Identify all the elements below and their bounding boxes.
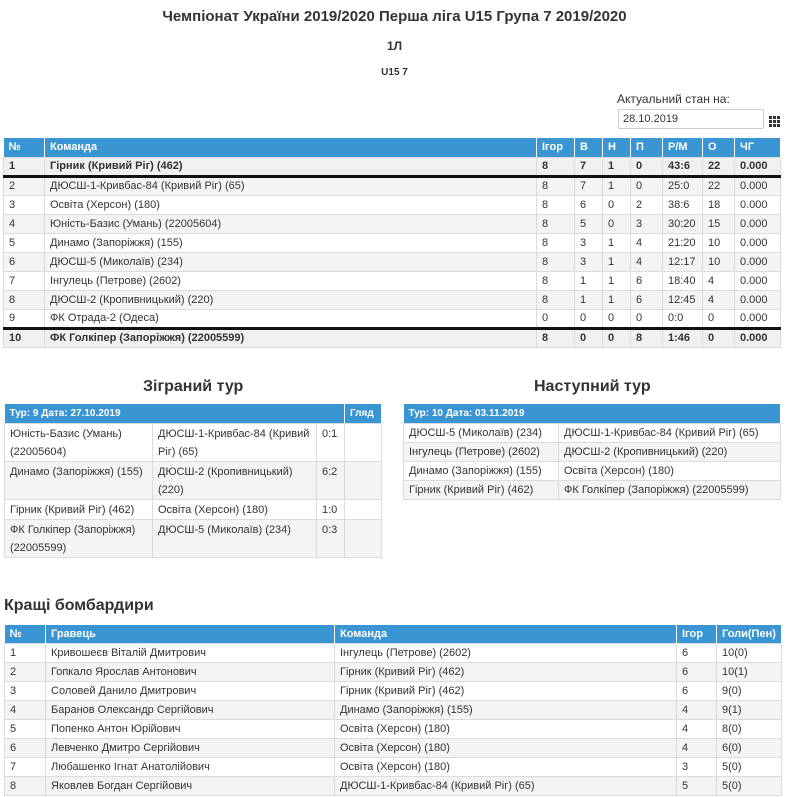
home-team-cell: Юність-Базис (Умань) (22005604): [5, 423, 153, 461]
spectators-cell: [345, 461, 382, 499]
team-name-cell: Гірник (Кривий Ріг) (462): [335, 662, 677, 681]
rank-cell: 5: [5, 719, 46, 738]
standings-cell: 9: [4, 309, 45, 328]
standings-cell: 0.000: [735, 176, 781, 195]
standings-cell: 4: [631, 252, 663, 271]
standings-cell: 0: [575, 309, 603, 328]
scorers-table: [4, 625, 782, 796]
rank-cell: 2: [5, 662, 46, 681]
away-team-cell: ДЮСШ-2 (Кропивницький) (220): [153, 461, 317, 499]
standings-cell: 3: [575, 233, 603, 252]
away-team-cell: ДЮСШ-1-Кривбас-84 (Кривий Ріг) (65): [559, 423, 781, 442]
age-group-label: U15 7: [381, 67, 408, 78]
standings-column-header: О: [703, 138, 735, 157]
home-team-cell: Гірник (Кривий Ріг) (462): [404, 480, 559, 499]
standings-cell: 6: [4, 252, 45, 271]
player-name-cell: Попенко Антон Юрійович: [46, 719, 335, 738]
rank-cell: 3: [5, 681, 46, 700]
standings-cell: 8: [537, 290, 575, 309]
standings-cell: 1: [603, 290, 631, 309]
played-round-header: Тур: 9 Дата: 27.10.2019: [5, 404, 345, 423]
standings-row: [4, 195, 781, 214]
standings-cell: 12:45: [663, 290, 703, 309]
scorers-title: Кращі бомбардири: [4, 597, 154, 614]
team-name-cell: Гірник (Кривий Ріг) (462): [45, 157, 537, 176]
standings-cell: 7: [575, 176, 603, 195]
standings-cell: 0.000: [735, 195, 781, 214]
games-cell: 4: [677, 719, 717, 738]
goals-cell: 10(1): [717, 662, 782, 681]
standings-cell: 10: [703, 233, 735, 252]
standings-row: [4, 328, 781, 347]
standings-column-header: ЧГ: [735, 138, 781, 157]
games-cell: 4: [677, 700, 717, 719]
games-cell: 6: [677, 681, 717, 700]
standings-cell: 0.000: [735, 271, 781, 290]
standings-cell: 8: [537, 214, 575, 233]
standings-cell: 18: [703, 195, 735, 214]
goals-cell: 6(0): [717, 738, 782, 757]
home-team-cell: Інгулець (Петрове) (2602): [404, 442, 559, 461]
score-cell: 1:0: [317, 499, 345, 519]
standings-cell: 8: [4, 290, 45, 309]
standings-cell: 8: [537, 195, 575, 214]
team-name-cell: ДЮСШ-1-Кривбас-84 (Кривий Ріг) (65): [45, 176, 537, 195]
standings-cell: 1: [4, 157, 45, 176]
player-name-cell: Соловей Данило Дмитрович: [46, 681, 335, 700]
standings-cell: 4: [703, 290, 735, 309]
standings-cell: 0: [631, 176, 663, 195]
standings-cell: 1: [575, 271, 603, 290]
team-name-cell: Юність-Базис (Умань) (22005604): [45, 214, 537, 233]
standings-cell: 1:46: [663, 328, 703, 347]
scorers-column-header: №: [5, 625, 46, 643]
scorers-column-header: Команда: [335, 625, 677, 643]
standings-column-header: Р/М: [663, 138, 703, 157]
standings-column-header: П: [631, 138, 663, 157]
standings-cell: 10: [703, 252, 735, 271]
standings-column-header: В: [575, 138, 603, 157]
standings-cell: 4: [4, 214, 45, 233]
standings-cell: 43:6: [663, 157, 703, 176]
played-round-title: Зіграний тур: [143, 378, 244, 395]
standings-cell: 15: [703, 214, 735, 233]
score-cell: 0:1: [317, 423, 345, 461]
standings-cell: 5: [575, 214, 603, 233]
standings-cell: 3: [575, 252, 603, 271]
standings-cell: 0.000: [735, 252, 781, 271]
standings-cell: 2: [631, 195, 663, 214]
standings-cell: 22: [703, 157, 735, 176]
team-name-cell: Освіта (Херсон) (180): [335, 757, 677, 776]
games-cell: 4: [677, 738, 717, 757]
team-name-cell: Інгулець (Петрове) (2602): [45, 271, 537, 290]
standings-cell: 0.000: [735, 233, 781, 252]
standings-cell: 1: [603, 233, 631, 252]
scorer-row: [5, 776, 782, 795]
standings-cell: 12:17: [663, 252, 703, 271]
played-watch-header: Гляд: [345, 404, 382, 423]
goals-cell: 9(0): [717, 681, 782, 700]
standings-cell: 4: [631, 233, 663, 252]
standings-cell: 7: [4, 271, 45, 290]
standings-cell: 22: [703, 176, 735, 195]
state-date-label: Актуальний стан на:: [617, 92, 730, 106]
standings-header-row: [4, 138, 781, 157]
scorer-row: [5, 662, 782, 681]
spectators-cell: [345, 519, 382, 557]
away-team-cell: ФК Голкіпер (Запоріжжя) (22005599): [559, 480, 781, 499]
standings-cell: 6: [631, 290, 663, 309]
rank-cell: 4: [5, 700, 46, 719]
scorer-row: [5, 719, 782, 738]
standings-cell: 1: [603, 252, 631, 271]
standings-cell: 1: [603, 176, 631, 195]
team-name-cell: Динамо (Запоріжжя) (155): [45, 233, 537, 252]
scorer-row: [5, 757, 782, 776]
standings-row: [4, 233, 781, 252]
away-team-cell: ДЮСШ-2 (Кропивницький) (220): [559, 442, 781, 461]
league-label: 1Л: [386, 39, 403, 53]
team-name-cell: ДЮСШ-2 (Кропивницький) (220): [45, 290, 537, 309]
standings-row: [4, 176, 781, 195]
games-cell: 6: [677, 643, 717, 662]
rank-cell: 8: [5, 776, 46, 795]
standings-cell: 0: [603, 328, 631, 347]
standings-cell: 6: [575, 195, 603, 214]
standings-cell: 8: [537, 176, 575, 195]
away-team-cell: ДЮСШ-1-Кривбас-84 (Кривий Ріг) (65): [153, 423, 317, 461]
standings-row: [4, 290, 781, 309]
player-name-cell: Кривошеєв Віталій Дмитрович: [46, 643, 335, 662]
scorers-column-header: Гравець: [46, 625, 335, 643]
standings-cell: 7: [575, 157, 603, 176]
state-date-input[interactable]: [618, 109, 764, 129]
standings-cell: 0.000: [735, 214, 781, 233]
standings-cell: 8: [537, 271, 575, 290]
rank-cell: 1: [5, 643, 46, 662]
away-team-cell: Освіта (Херсон) (180): [153, 499, 317, 519]
team-name-cell: Гірник (Кривий Ріг) (462): [335, 681, 677, 700]
played-match-row: [5, 461, 382, 499]
standings-cell: 1: [603, 157, 631, 176]
home-team-cell: Гірник (Кривий Ріг) (462): [5, 499, 153, 519]
home-team-cell: ДЮСШ-5 (Миколаїв) (234): [404, 423, 559, 442]
scorers-header-row: [5, 625, 782, 643]
standings-cell: 5: [4, 233, 45, 252]
standings-cell: 18:40: [663, 271, 703, 290]
standings-cell: 1: [603, 271, 631, 290]
standings-cell: 0: [603, 214, 631, 233]
home-team-cell: Динамо (Запоріжжя) (155): [404, 461, 559, 480]
standings-cell: 0.000: [735, 290, 781, 309]
away-team-cell: Освіта (Херсон) (180): [559, 461, 781, 480]
games-cell: 5: [677, 776, 717, 795]
team-name-cell: Інгулець (Петрове) (2602): [335, 643, 677, 662]
next-round-header: Тур: 10 Дата: 03.11.2019: [404, 404, 781, 423]
score-cell: 0:3: [317, 519, 345, 557]
next-round-title: Наступний тур: [534, 378, 651, 395]
team-name-cell: ФК Голкіпер (Запоріжжя) (22005599): [45, 328, 537, 347]
standings-cell: 21:20: [663, 233, 703, 252]
spectators-cell: [345, 423, 382, 461]
standings-cell: 3: [4, 195, 45, 214]
standings-cell: 0: [631, 309, 663, 328]
scorer-row: [5, 738, 782, 757]
standings-cell: 8: [537, 252, 575, 271]
standings-cell: 0: [537, 309, 575, 328]
standings-cell: 2: [4, 176, 45, 195]
next-round-table: [403, 404, 781, 500]
player-name-cell: Баранов Олександр Сергійович: [46, 700, 335, 719]
rank-cell: 6: [5, 738, 46, 757]
player-name-cell: Левченко Дмитро Сергійович: [46, 738, 335, 757]
standings-cell: 4: [703, 271, 735, 290]
scorers-column-header: Ігор: [677, 625, 717, 643]
goals-cell: 5(0): [717, 757, 782, 776]
goals-cell: 5(0): [717, 776, 782, 795]
standings-cell: 30:20: [663, 214, 703, 233]
standings-row: [4, 309, 781, 328]
away-team-cell: ДЮСШ-5 (Миколаїв) (234): [153, 519, 317, 557]
calendar-grid-icon[interactable]: [769, 116, 780, 127]
standings-cell: 0: [703, 309, 735, 328]
scorers-column-header: Голи(Пен): [717, 625, 782, 643]
standings-cell: 8: [537, 233, 575, 252]
standings-cell: 0.000: [735, 157, 781, 176]
standings-cell: 0: [603, 195, 631, 214]
standings-row: [4, 271, 781, 290]
team-name-cell: ФК Отрада-2 (Одеса): [45, 309, 537, 328]
games-cell: 6: [677, 662, 717, 681]
standings-cell: 6: [631, 271, 663, 290]
rank-cell: 7: [5, 757, 46, 776]
played-match-row: [5, 519, 382, 557]
next-match-row: [404, 480, 781, 499]
team-name-cell: ДЮСШ-1-Кривбас-84 (Кривий Ріг) (65): [335, 776, 677, 795]
standings-row: [4, 252, 781, 271]
standings-cell: 1: [575, 290, 603, 309]
next-match-row: [404, 442, 781, 461]
goals-cell: 9(1): [717, 700, 782, 719]
scorer-row: [5, 700, 782, 719]
standings-cell: 0:0: [663, 309, 703, 328]
standings-cell: 0: [703, 328, 735, 347]
games-cell: 3: [677, 757, 717, 776]
standings-cell: 0: [575, 328, 603, 347]
standings-cell: 0: [631, 157, 663, 176]
player-name-cell: Любашенко Ігнат Анатолійович: [46, 757, 335, 776]
standings-column-header: №: [4, 138, 45, 157]
team-name-cell: Освіта (Херсон) (180): [335, 719, 677, 738]
page-title: Чемпіонат України 2019/2020 Перша ліга U15 Група 7 2019/2020: [162, 8, 627, 25]
played-round-table: [4, 404, 382, 558]
standings-cell: 8: [537, 157, 575, 176]
standings-cell: 0.000: [735, 309, 781, 328]
home-team-cell: ФК Голкіпер (Запоріжжя) (22005599): [5, 519, 153, 557]
standings-cell: 0: [603, 309, 631, 328]
home-team-cell: Динамо (Запоріжжя) (155): [5, 461, 153, 499]
team-name-cell: Динамо (Запоріжжя) (155): [335, 700, 677, 719]
standings-cell: 8: [537, 328, 575, 347]
team-name-cell: ДЮСШ-5 (Миколаїв) (234): [45, 252, 537, 271]
goals-cell: 10(0): [717, 643, 782, 662]
standings-column-header: Н: [603, 138, 631, 157]
standings-row: [4, 157, 781, 176]
standings-cell: 25:0: [663, 176, 703, 195]
next-match-row: [404, 461, 781, 480]
played-match-row: [5, 423, 382, 461]
player-name-cell: Гопкало Ярослав Антонович: [46, 662, 335, 681]
next-match-row: [404, 423, 781, 442]
scorer-row: [5, 681, 782, 700]
standings-cell: 10: [4, 328, 45, 347]
team-name-cell: Освіта (Херсон) (180): [45, 195, 537, 214]
team-name-cell: Освіта (Херсон) (180): [335, 738, 677, 757]
goals-cell: 8(0): [717, 719, 782, 738]
standings-cell: 38:6: [663, 195, 703, 214]
standings-row: [4, 214, 781, 233]
standings-cell: 3: [631, 214, 663, 233]
standings-table: [3, 138, 781, 348]
standings-cell: 0.000: [735, 328, 781, 347]
played-match-row: [5, 499, 382, 519]
scorer-row: [5, 643, 782, 662]
spectators-cell: [345, 499, 382, 519]
score-cell: 6:2: [317, 461, 345, 499]
player-name-cell: Яковлев Богдан Сергійович: [46, 776, 335, 795]
standings-column-header: Ігор: [537, 138, 575, 157]
standings-column-header: Команда: [45, 138, 537, 157]
standings-cell: 8: [631, 328, 663, 347]
